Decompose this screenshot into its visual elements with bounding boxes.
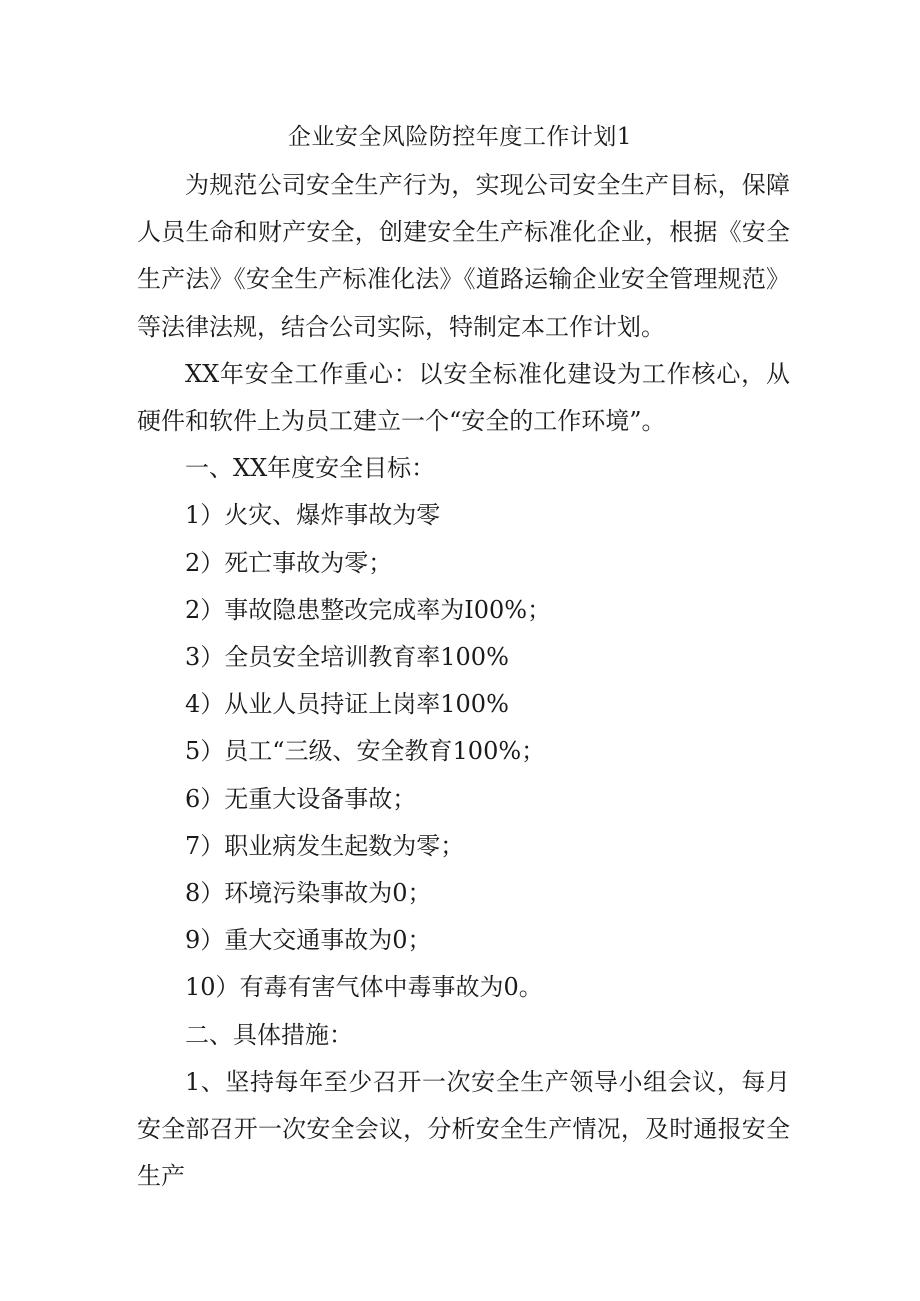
goal-item: 4）从业人员持证上岗率100% — [185, 690, 509, 719]
intro-paragraph: 为规范公司安全生产行为，实现公司安全生产目标，保障人员生命和财产安全，创建安全生产标准化企业，根据《安全生产法》《安全生产标准化法》《道路运输企业安全管理规范》等法律法规，结合公司实际，特制定本工作计划。 — [137, 171, 790, 341]
section-heading-measures: 二、具体措施： — [185, 1020, 353, 1049]
section-heading-goals: 一、XX年度安全目标： — [185, 454, 436, 483]
goal-item: 2）事故隐患整改完成率为I00%； — [185, 595, 552, 624]
goal-item: 3）全员安全培训教育率100% — [185, 643, 509, 672]
goal-item: 2）死亡事故为零； — [185, 548, 393, 577]
measure-paragraph: 1、坚持每年至少召开一次安全生产领导小组会议，每月安全部召开一次安全会议，分析安全生产情况，及时通报安全生产 — [137, 1067, 790, 1191]
document-body — [137, 162, 790, 1200]
goal-item: 8）环境污染事故为0； — [185, 879, 432, 908]
goal-item: 7）职业病发生起数为零； — [185, 831, 465, 860]
goal-item: 6）无重大设备事故； — [185, 784, 417, 813]
focus-paragraph: XX年安全工作重心：以安全标准化建设为工作核心，从硬件和软件上为员工建立一个“安全的工作环境”。 — [137, 359, 790, 436]
goal-item: 9）重大交通事故为0； — [185, 926, 432, 955]
goal-item: 10）有毒有害气体中毒事故为0。 — [185, 973, 543, 1002]
goal-item: 1）火灾、爆炸事故为零 — [185, 501, 441, 530]
goal-item: 5）员工“三级、安全教育100%； — [185, 737, 546, 766]
document-title: 企业安全风险防控年度工作计划1 — [287, 124, 633, 150]
